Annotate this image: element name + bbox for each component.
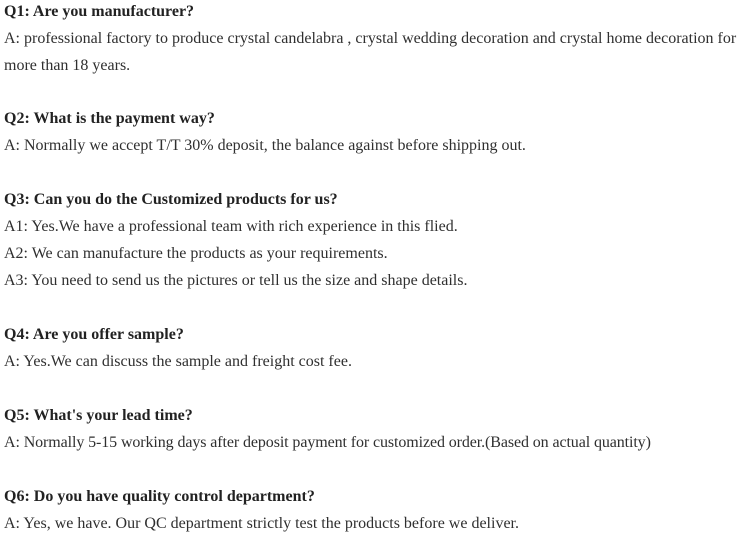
answer-5: A: Normally 5-15 working days after deposit payment for customized order.(Based on actual quantity) <box>4 434 651 451</box>
question-1: Q1: Are you manufacturer? <box>4 3 195 20</box>
answer-4: A: Yes.We can discuss the sample and freight cost fee. <box>4 353 352 370</box>
question-5: Q5: What's your lead time? <box>4 407 193 424</box>
answer-1: A: professional factory to produce crystal candelabra , crystal wedding decoration and crystal home decoration for more than 18 years. <box>4 30 737 74</box>
question-3: Q3: Can you do the Customized products for us? <box>4 191 338 208</box>
question-2: Q2: What is the payment way? <box>4 110 215 127</box>
answer-2: A: Normally we accept T/T 30% deposit, the balance against before shipping out. <box>4 137 526 154</box>
question-4: Q4: Are you offer sample? <box>4 326 184 343</box>
question-6: Q6: Do you have quality control department? <box>4 488 315 505</box>
answer-3-3: A3: You need to send us the pictures or tell us the size and shape details. <box>4 272 468 289</box>
answer-3-2: A2: We can manufacture the products as your requirements. <box>4 245 388 262</box>
answer-3-1: A1: Yes.We have a professional team with rich experience in this flied. <box>4 218 458 235</box>
answer-6: A: Yes, we have. Our QC department strictly test the products before we deliver. <box>4 515 519 532</box>
